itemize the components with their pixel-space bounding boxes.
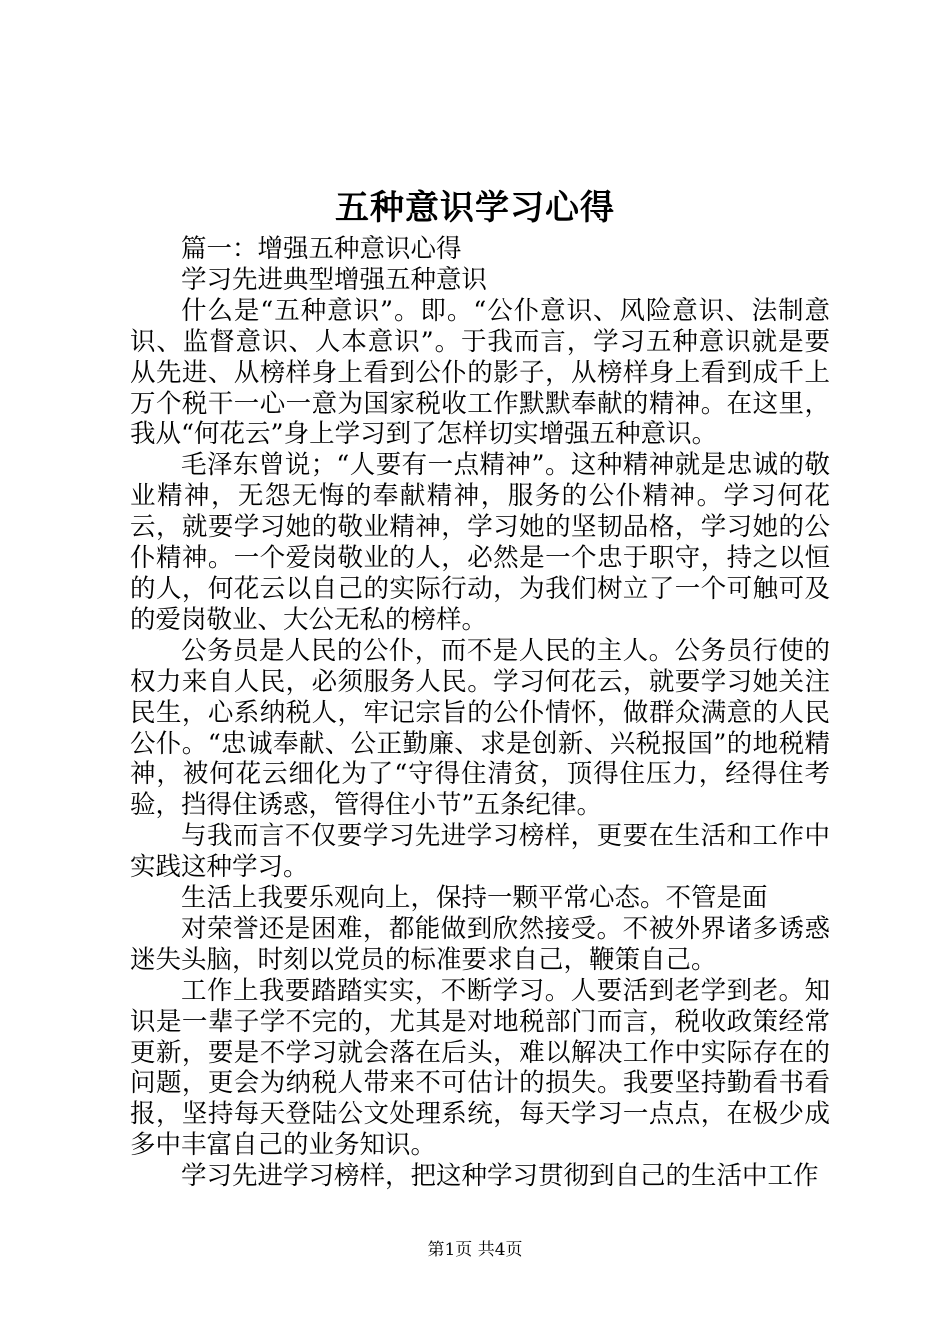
paragraph: 什么是“五种意识”。即。“公仆意识、风险意识、法制意识、监督意识、人本意识”。于我而言，学习五种意识就是要从先进、从榜样身上看到公仆的影子，从榜样身上看到成千上万个税干一心一意为国家税收工作默默奉献的精神。在这里，我从“何花云”身上学习到了怎样切实增强五种意识。 [130,295,830,450]
paragraph: 工作上我要踏踏实实，不断学习。人要活到老学到老。知识是一辈子学不完的，尤其是对地税部门而言，税收政策经常更新，要是不学习就会落在后头，难以解决工作中实际存在的问题，更会为纳税人带来不可估计的损失。我要坚持勤看书看报，坚持每天登陆公文处理系统，每天学习一点点，在极少成多中丰富自己的业务知识。 [130,975,830,1161]
paragraph: 公务员是人民的公仆，而不是人民的主人。公务员行使的权力来自人民，必须服务人民。学习何花云，就要学习她关注民生，心系纳税人，牢记宗旨的公仆情怀，做群众满意的人民公仆。“忠诚奉献、公正勤廉、求是创新、兴税报国”的地税精神，被何花云细化为了“守得住清贫，顶得住压力，经得住考验，挡得住诱惑，管得住小节”五条纪律。 [130,635,830,821]
document-body [130,234,830,1192]
paragraph: 对荣誉还是困难，都能做到欣然接受。不被外界诸多诱惑迷失头脑，时刻以党员的标准要求自己，鞭策自己。 [130,913,830,975]
paragraph-section-heading: 篇一：增强五种意识心得 [181,234,462,264]
paragraph: 与我而言不仅要学习先进学习榜样，更要在生活和工作中实践这种学习。 [130,821,830,883]
paragraph: 学习先进学习榜样，把这种学习贯彻到自己的生活中工作 [181,1161,819,1192]
paragraph: 生活上我要乐观向上，保持一颗平常心态。不管是面 [181,883,768,914]
document-title: 五种意识学习心得 [335,188,615,228]
paragraph-subtitle: 学习先进典型增强五种意识 [181,264,488,295]
paragraph: 毛泽东曾说；“人要有一点精神”。这种精神就是忠诚的敬业精神，无怨无悔的奉献精神，服务的公仆精神。学习何花云，就要学习她的敬业精神，学习她的坚韧品格，学习她的公仆精神。一个爱岗敬业的人，必然是一个忠于职守，持之以恒的人，何花云以自己的实际行动，为我们树立了一个可触可及的爱岗敬业、大公无私的榜样。 [130,450,830,635]
page-number-footer: 第1页 共4页 [427,1240,523,1260]
